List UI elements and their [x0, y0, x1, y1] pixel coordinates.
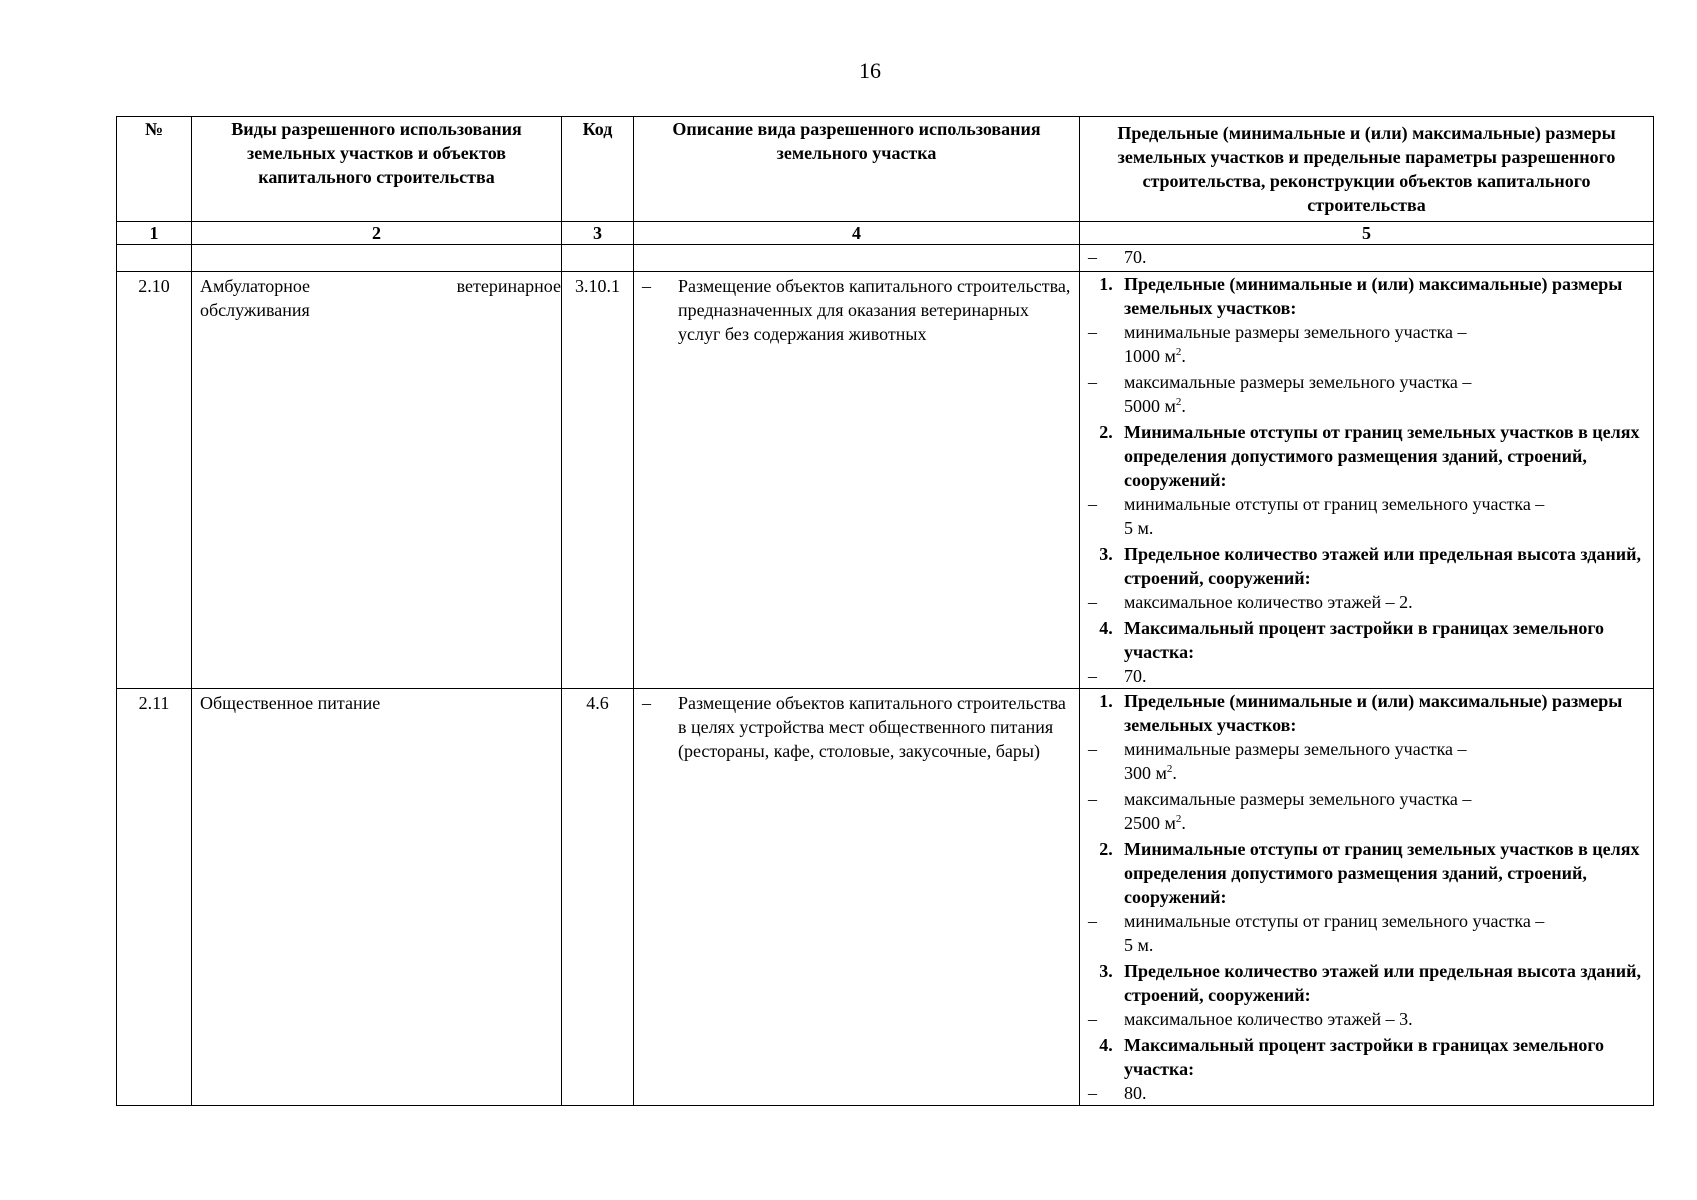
- column-number: 2: [192, 222, 562, 245]
- table-row: [117, 272, 1654, 689]
- row-code: 4.6: [562, 689, 634, 1106]
- continuation-value: 70.: [1124, 247, 1147, 267]
- dash-marker: –: [1088, 494, 1097, 514]
- param-heading: 2. Минимальные отступы от границ земельных участков в целях определения допустимого размещения зданий, строений, сооружений:: [1099, 422, 1640, 490]
- dash-marker: –: [1088, 911, 1097, 931]
- column-number: 5: [1080, 222, 1654, 245]
- description-text: Размещение объектов капитального строительства в целях устройства мест общественного питания (рестораны, кафе, столовые, закусочные, бары): [678, 693, 1066, 761]
- table-row: [117, 689, 1654, 1106]
- dash-marker: –: [1088, 322, 1097, 342]
- column-number: 1: [117, 222, 192, 245]
- header-parameters: Предельные (минимальные и (или) максимальные) размеры земельных участков и предельные параметры разрешенного строительства, реконструкции объектов капитального строительства: [1080, 117, 1654, 222]
- header-code: Код: [562, 117, 634, 222]
- row-description: [634, 272, 1080, 689]
- param-heading: 1. Предельные (минимальные и (или) максимальные) размеры земельных участков:: [1099, 691, 1623, 735]
- continuation-item: [1088, 245, 1647, 269]
- description-text: Размещение объектов капитального строительства, предназначенных для оказания ветеринарных услуг без содержания животных: [678, 276, 1071, 344]
- header-kind: Виды разрешенного использования земельных участков и объектов капитального строительства: [192, 117, 562, 222]
- row-kind: [192, 272, 562, 689]
- dash-marker: –: [1088, 789, 1097, 809]
- param-item: – минимальные отступы от границ земельного участка – 5 м.: [1088, 494, 1545, 538]
- column-number: 4: [634, 222, 1080, 245]
- param-item: – минимальные отступы от границ земельного участка – 5 м.: [1088, 911, 1545, 955]
- param-item: – максимальные размеры земельного участка – 5000 $м^2$.: [1088, 372, 1472, 416]
- row-kind: Общественное питание: [192, 689, 562, 1106]
- param-item: – минимальные размеры земельного участка – 1000 $м^2$.: [1088, 322, 1467, 366]
- param-item: – 80.: [1088, 1083, 1147, 1103]
- dash-marker: –: [1088, 1083, 1097, 1103]
- dash-marker: –: [642, 276, 651, 296]
- row-parameters: [1080, 689, 1654, 1106]
- column-number: 3: [562, 222, 634, 245]
- param-heading: 2. Минимальные отступы от границ земельных участков в целях определения допустимого размещения зданий, строений, сооружений:: [1099, 839, 1640, 907]
- dash-marker: –: [1088, 592, 1097, 612]
- row-code: 3.10.1: [562, 272, 634, 689]
- header-description: Описание вида разрешенного использования земельного участка: [634, 117, 1080, 222]
- param-item: – максимальное количество этажей – 3.: [1088, 1009, 1413, 1029]
- row-number: 2.11: [117, 689, 192, 1106]
- column-number-row: [117, 222, 1654, 245]
- dash-marker: –: [1088, 1009, 1097, 1029]
- zoning-table: [116, 116, 1654, 1106]
- row-parameters: [1080, 272, 1654, 689]
- dash-marker: –: [1088, 372, 1097, 392]
- table-header-row: [117, 117, 1654, 222]
- param-heading: 4. Максимальный процент застройки в границах земельного участка:: [1099, 1035, 1605, 1079]
- param-heading: 1. Предельные (минимальные и (или) максимальные) размеры земельных участков:: [1099, 274, 1623, 318]
- param-item: – максимальные размеры земельного участка – 2500 $м^2$.: [1088, 789, 1472, 833]
- param-item: – минимальные размеры земельного участка – 300 $м^2$.: [1088, 739, 1467, 783]
- param-item: – 70.: [1088, 666, 1147, 686]
- dash-marker: –: [1088, 666, 1097, 686]
- dash-marker: –: [1088, 739, 1097, 759]
- row-number: 2.10: [117, 272, 192, 689]
- row-kind-word: ветеринарное: [456, 276, 561, 296]
- param-heading: 3. Предельное количество этажей или предельная высота зданий, строений, сооружений:: [1099, 961, 1642, 1005]
- header-no: №: [117, 117, 192, 222]
- param-item: – максимальное количество этажей – 2.: [1088, 592, 1413, 612]
- dash-marker: –: [642, 693, 651, 713]
- param-heading: 4. Максимальный процент застройки в границах земельного участка:: [1099, 618, 1605, 662]
- row-description: [634, 689, 1080, 1106]
- param-heading: 3. Предельное количество этажей или предельная высота зданий, строений, сооружений:: [1099, 544, 1642, 588]
- row-kind-word: Амбулаторное: [200, 276, 311, 296]
- page-number: 16: [859, 58, 881, 83]
- dash-marker: –: [1088, 247, 1097, 267]
- row-kind-line: обслуживания: [200, 300, 310, 320]
- table-row-continuation: [117, 245, 1654, 272]
